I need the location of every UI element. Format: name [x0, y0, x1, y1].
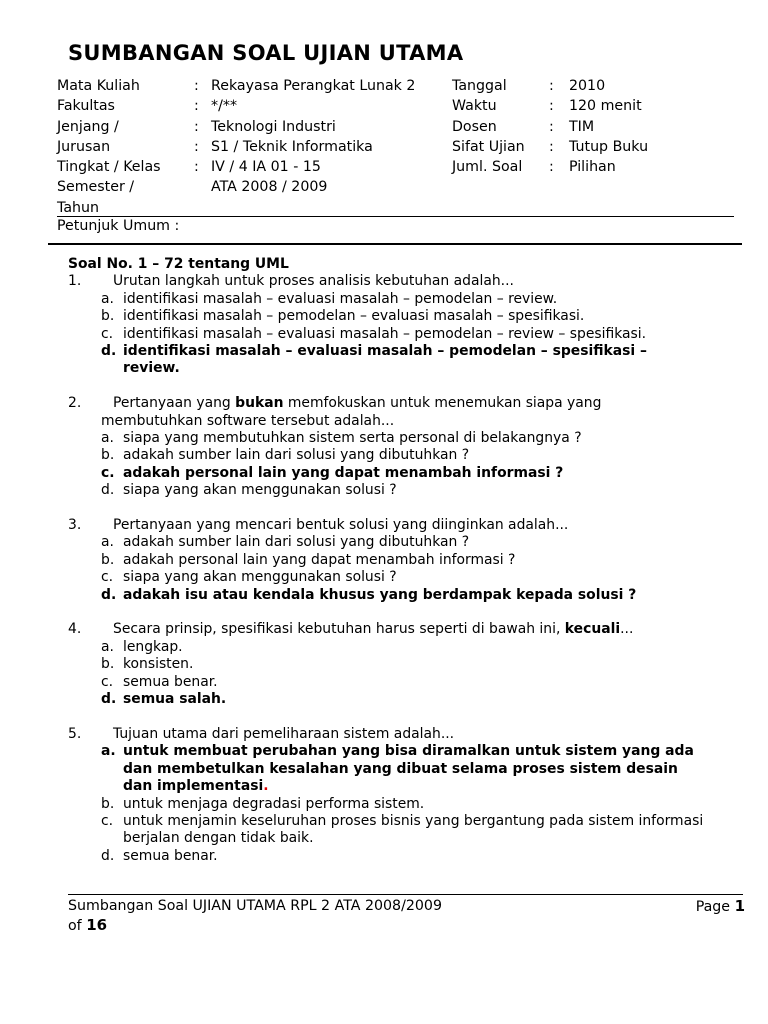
footer-text: Sumbangan Soal UJIAN UTAMA RPL 2 ATA 2008/2009	[68, 898, 442, 914]
option-letter: c.	[101, 325, 114, 342]
page-number: 1	[734, 897, 745, 915]
question-emphasis: bukan	[235, 395, 284, 412]
option-text: adakah sumber lain dari solusi yang dibutuhkan ?	[123, 447, 470, 464]
header-label: Sifat Ujian	[452, 138, 525, 155]
page-footer	[68, 897, 745, 935]
header-row-tingkat	[57, 157, 415, 177]
option-text: konsisten.	[123, 656, 194, 673]
option-letter: d.	[101, 586, 117, 603]
header-row-jenjang	[57, 117, 415, 137]
option-letter: a.	[101, 638, 114, 655]
option-b	[68, 656, 708, 673]
option-b	[68, 308, 708, 325]
option-letter: d.	[101, 482, 115, 499]
header-value: S1 / Teknik Informatika	[211, 138, 373, 155]
page-total	[68, 916, 745, 935]
header-value: 2010	[569, 78, 606, 94]
option-a	[68, 430, 708, 447]
header-value: Teknologi Industri	[211, 118, 336, 135]
option-text: siapa yang membutuhkan sistem serta personal di belakangnya ?	[123, 430, 582, 447]
option-text: adakah sumber lain dari solusi yang dibutuhkan ?	[123, 534, 470, 551]
option-c-answer	[68, 465, 708, 482]
header-sep: :	[549, 159, 554, 176]
header-sep	[194, 177, 211, 197]
option-letter: a.	[101, 290, 114, 307]
option-text	[123, 743, 708, 795]
header-label: Juml. Soal	[452, 159, 523, 176]
option-letter: a.	[101, 534, 114, 551]
header-value: TIM	[569, 118, 595, 135]
header-row-juml-soal	[452, 157, 648, 177]
question-text	[113, 395, 708, 412]
header-label: Jurusan	[57, 138, 111, 155]
option-letter: c.	[101, 812, 114, 829]
question-text-continued: membutuhkan software tersebut adalah...	[101, 412, 395, 429]
option-letter: d.	[101, 691, 117, 708]
option-text: untuk menjamin keseluruhan proses bisnis yang bergantung pada sistem informasi berjalan dengan tidak baik.	[123, 812, 704, 847]
option-text-part: untuk membuat perubahan yang bisa diramalkan untuk sistem yang ada dan membetulkan kesalahan yang dibuat selama proses sistem desain dan implementasi	[123, 743, 694, 795]
option-text: untuk menjaga degradasi performa sistem.	[123, 795, 425, 812]
question-text: Tujuan utama dari pemeliharaan sistem adalah...	[113, 725, 455, 742]
question-text-part: ...	[620, 621, 634, 638]
header-row-fakultas	[57, 96, 415, 116]
question-text: Pertanyaan yang mencari bentuk solusi yang diinginkan adalah...	[113, 517, 569, 534]
option-c	[68, 674, 708, 691]
header-sep: :	[549, 138, 554, 155]
option-letter: b.	[101, 447, 115, 464]
header-row-semester	[57, 177, 415, 197]
option-b	[68, 796, 708, 813]
header-value: ATA 2008 / 2009	[211, 179, 328, 196]
header-divider-thick	[48, 243, 742, 245]
header-sep: :	[549, 98, 554, 115]
option-c	[68, 813, 708, 848]
header-label: Semester /	[57, 179, 135, 196]
header-divider-thin	[57, 216, 734, 217]
header-row-tanggal	[452, 76, 648, 96]
question-content	[68, 256, 708, 883]
question-number: 2.	[68, 395, 82, 412]
header-value: */**	[211, 98, 238, 115]
header-row-waktu	[452, 96, 648, 116]
header-sep: :	[549, 78, 554, 94]
header-row-dosen	[452, 117, 648, 137]
option-letter: d.	[101, 847, 115, 864]
header-sep: :	[194, 98, 199, 115]
question-text-part: Pertanyaan yang	[113, 395, 236, 412]
header-row-jurusan	[57, 137, 415, 157]
petunjuk-umum-label: Petunjuk Umum :	[57, 218, 180, 234]
question-number: 1.	[68, 273, 82, 290]
question-text-part: Secara prinsip, spesifikasi kebutuhan harus seperti di bawah ini,	[113, 621, 565, 638]
option-text: siapa yang akan menggunakan solusi ?	[123, 569, 397, 586]
question-1	[68, 273, 708, 377]
option-a	[68, 291, 708, 308]
option-d-answer	[68, 691, 708, 708]
option-letter: c.	[101, 673, 114, 690]
question-emphasis: kecuali	[564, 621, 621, 638]
option-text: identifikasi masalah – evaluasi masalah – pemodelan – spesifikasi – review.	[123, 343, 647, 377]
question-5	[68, 726, 708, 865]
option-text: identifikasi masalah – evaluasi masalah – pemodelan – review – spesifikasi.	[123, 325, 647, 342]
header-sep: :	[194, 78, 199, 94]
header-sep: :	[194, 138, 199, 155]
option-letter: b.	[101, 551, 115, 568]
header-sep: :	[194, 159, 199, 176]
option-text: adakah isu atau kendala khusus yang berdampak kepada solusi ?	[123, 586, 637, 603]
option-letter: b.	[101, 308, 115, 325]
total-pages: 16	[86, 916, 108, 934]
option-text: identifikasi masalah – evaluasi masalah – pemodelan – review.	[123, 290, 558, 307]
option-text: lengkap.	[123, 638, 183, 655]
header-sep: :	[194, 118, 199, 135]
header-label: Mata Kuliah	[57, 78, 140, 94]
option-b	[68, 447, 708, 464]
header-label: Dosen	[452, 118, 497, 135]
footer-divider	[68, 894, 743, 895]
question-number: 5.	[68, 725, 82, 742]
option-letter: a.	[101, 743, 116, 760]
header-value: Pilihan	[569, 159, 616, 176]
question-number: 3.	[68, 517, 82, 534]
option-d	[68, 848, 708, 865]
header-label: Tahun	[57, 199, 99, 216]
option-text: adakah personal lain yang dapat menambah informasi ?	[123, 464, 564, 481]
section-title: Soal No. 1 – 72 tentang UML	[68, 256, 289, 272]
header-left	[57, 76, 415, 218]
option-letter: a.	[101, 430, 114, 447]
header-label: Waktu	[452, 98, 497, 115]
option-c	[68, 326, 708, 343]
option-text: identifikasi masalah – pemodelan – evaluasi masalah – spesifikasi.	[123, 308, 585, 325]
question-text-part: memfokuskan untuk menemukan siapa yang	[283, 395, 602, 412]
option-suffix: .	[263, 778, 269, 795]
option-c	[68, 569, 708, 586]
option-a	[68, 534, 708, 551]
question-4	[68, 621, 708, 708]
question-text	[113, 621, 708, 638]
option-text: semua benar.	[123, 847, 218, 864]
option-d-answer	[68, 587, 708, 604]
header-label: Tingkat / Kelas	[57, 159, 161, 176]
header-right	[452, 76, 648, 177]
header-row-sifat-ujian	[452, 137, 648, 157]
question-2	[68, 395, 708, 499]
option-text: adakah personal lain yang dapat menambah informasi ?	[123, 551, 516, 568]
option-letter: c.	[101, 569, 114, 586]
option-a-answer	[68, 743, 708, 795]
option-a	[68, 639, 708, 656]
option-text: semua benar.	[123, 673, 218, 690]
question-3	[68, 517, 708, 604]
option-letter: d.	[101, 343, 117, 360]
option-letter: b.	[101, 656, 115, 673]
question-number: 4.	[68, 621, 82, 638]
header-value: Tutup Buku	[569, 138, 649, 155]
question-text: Urutan langkah untuk proses analisis kebutuhan adalah...	[113, 273, 514, 290]
option-b	[68, 552, 708, 569]
option-text: siapa yang akan menggunakan solusi ?	[123, 482, 397, 499]
header-value: IV / 4 IA 01 - 15	[211, 159, 321, 176]
option-d-answer	[68, 343, 708, 378]
option-text: semua salah.	[123, 691, 227, 708]
option-d	[68, 482, 708, 499]
document-title: SUMBANGAN SOAL UJIAN UTAMA	[68, 41, 464, 65]
header-row-mata-kuliah	[57, 76, 415, 96]
header-label: Jenjang /	[57, 118, 119, 135]
header-label: Fakultas	[57, 98, 115, 115]
page-label: Page	[695, 899, 731, 915]
header-value: 120 menit	[569, 98, 642, 115]
header-label: Tanggal	[452, 78, 507, 94]
of-label: of	[68, 918, 82, 934]
header-value: Rekayasa Perangkat Lunak 2	[211, 78, 416, 94]
option-letter: c.	[101, 464, 115, 481]
page-indicator	[696, 897, 745, 916]
option-letter: b.	[101, 795, 115, 812]
header-sep: :	[549, 118, 554, 135]
